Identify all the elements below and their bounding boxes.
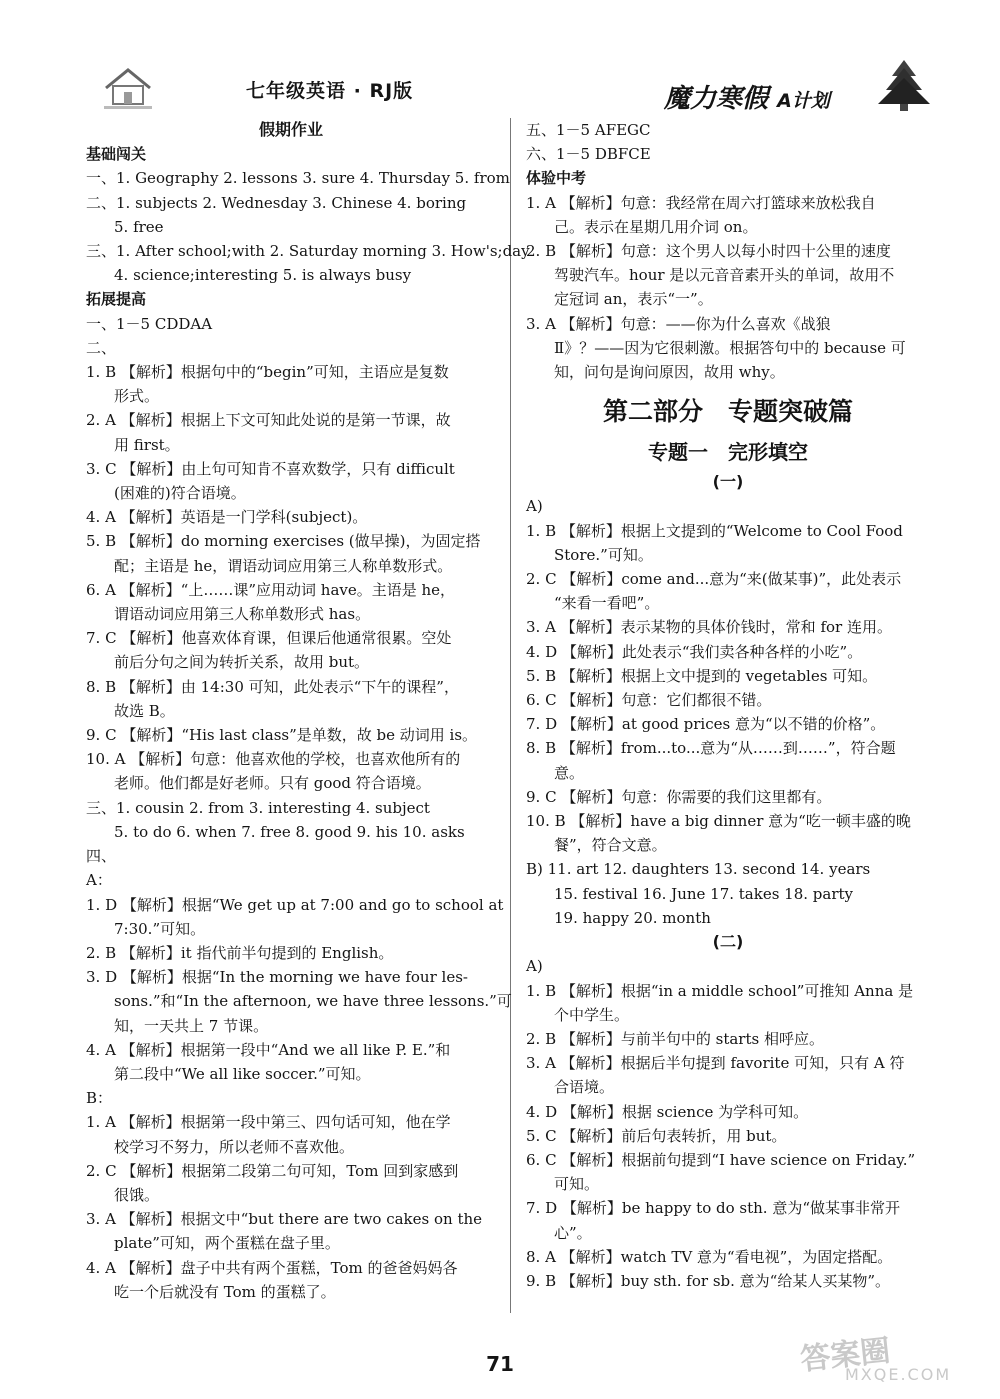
answer-line: 6. C 【解析】根据前句提到“I have science on Friday.” <box>526 1150 916 1169</box>
answer-line: 1. B 【解析】根据句中的“begin”可知，主语应是复数 <box>86 363 449 382</box>
answer-line-continued: 前后分句之间为转折关系，故用 but。 <box>114 653 370 672</box>
answer-line-continued: 老师。他们都是好老师。只有 good 符合语境。 <box>114 774 431 793</box>
answer-line-continued: 很饿。 <box>114 1185 160 1204</box>
section-title: 假期作业 <box>258 120 323 139</box>
section-heading: 体验中考 <box>526 169 587 188</box>
answer-line-continued: Store.”可知。 <box>554 545 653 564</box>
answer-line-continued: plate”可知，两个蛋糕在盘子里。 <box>114 1234 340 1253</box>
answer-line-continued: 7:30.”可知。 <box>114 919 206 938</box>
answer-line: A： <box>86 871 112 890</box>
answer-line: 六、1－5 DBFCE <box>526 145 651 164</box>
answer-line: 五、1－5 AFEGC <box>526 121 651 139</box>
answer-line: 2. B 【解析】句意：这个男人以每小时四十公里的速度 <box>526 242 891 261</box>
answer-line: 4. A 【解析】根据第一段中“And we all like P. E.”和 <box>86 1040 451 1059</box>
brand-subtitle: A计划 <box>777 90 830 112</box>
answer-line: 2. B 【解析】it 指代前半句提到的 English。 <box>86 943 394 962</box>
topic-title: 专题一 完形填空 <box>648 440 808 465</box>
answer-line-continued: 可知。 <box>554 1175 600 1194</box>
answer-line: 3. C 【解析】由上句可知肯不喜欢数学，只有 difficult <box>86 459 455 478</box>
answer-line-continued: 吃一个后就没有 Tom 的蛋糕了。 <box>114 1282 336 1301</box>
answer-line: 10. A 【解析】句意：他喜欢他的学校，也喜欢他所有的 <box>86 750 461 769</box>
answer-line: 6. C 【解析】句意：它们都很不错。 <box>526 691 772 710</box>
answer-line: 二、 <box>86 338 117 357</box>
answer-line-continued: 19. happy 20. month <box>554 908 711 927</box>
section-title: (二) <box>712 932 744 952</box>
answer-line-continued: 个中学生。 <box>554 1005 630 1024</box>
answer-line-continued: 心”。 <box>554 1223 592 1242</box>
left-answer-column <box>86 118 530 1304</box>
answer-line: 9. B 【解析】buy sth. for sb. 意为“给某人买某物”。 <box>526 1271 890 1290</box>
watermark-logo: 答案圈 <box>798 1333 892 1378</box>
answer-line-continued: 驾驶汽车。hour 是以元音音素开头的单词，故用不 <box>554 266 895 285</box>
answer-line-continued: (困难的)符合语境。 <box>114 484 246 503</box>
answer-line: 4. D 【解析】此处表示“我们卖各种各样的小吃”。 <box>526 642 863 661</box>
answer-line: 5. B 【解析】根据上文中提到的 vegetables 可知。 <box>526 666 878 685</box>
page-header <box>0 0 1000 120</box>
answer-line-continued: 形式。 <box>114 387 160 406</box>
answer-line: 1. B 【解析】根据“in a middle school”可推知 Anna 是 <box>526 981 914 1000</box>
answer-line: 10. B 【解析】have a big dinner 意为“吃一顿丰盛的晚 <box>526 812 911 831</box>
answer-line: 4. D 【解析】根据 science 为学科可知。 <box>526 1102 809 1121</box>
answer-line: 3. A 【解析】根据文中“but there are two cakes on the <box>86 1210 483 1229</box>
brand-name: 魔力寒假 <box>664 84 769 114</box>
section-title: (一) <box>712 472 744 492</box>
answer-line: 2. C 【解析】come and...意为“来(做某事)”，此处表示 <box>526 570 902 589</box>
answer-line-continued: 知，一天共上 7 节课。 <box>114 1016 269 1035</box>
answer-line: A) <box>526 497 543 516</box>
answer-line-continued: Ⅱ》？——因为它很刺激。根据答句中的 because 可 <box>554 338 906 357</box>
answer-line: 2. B 【解析】与前半句中的 starts 相呼应。 <box>526 1029 824 1048</box>
answer-line-continued: 5. to do 6. when 7. free 8. good 9. his 10. asks <box>114 822 465 841</box>
house-logo-icon <box>100 64 156 110</box>
answer-line: 4. A 【解析】盘子中共有两个蛋糕，Tom 的爸爸妈妈各 <box>86 1258 458 1277</box>
answer-line: 三、1. After school;with 2. Saturday morning 3. How's;day <box>86 242 530 261</box>
answer-line-continued: sons.”和“In the afternoon, we have three lessons.”可 <box>114 992 512 1011</box>
answer-line: 1. D 【解析】根据“We get up at 7:00 and go to school at <box>86 895 504 914</box>
answer-line-continued: 知，问句是询问原因，故用 why。 <box>554 363 785 382</box>
section-heading: 基础闯关 <box>86 145 147 164</box>
answer-line: 一、1. Geography 2. lessons 3. sure 4. Thursday 5. from <box>86 169 510 188</box>
answer-line: 1. A 【解析】句意：我经常在周六打篮球来放松我自 <box>526 193 876 212</box>
answer-line: 2. A 【解析】根据上下文可知此处说的是第一节课，故 <box>86 411 451 430</box>
answer-line-continued: 餐”，符合文意。 <box>554 836 667 855</box>
answer-line: B： <box>86 1089 113 1108</box>
answer-line: 3. D 【解析】根据“In the morning we have four les- <box>86 968 468 987</box>
part-title: 第二部分 专题突破篇 <box>602 397 853 427</box>
watermark-url: MXQE.COM <box>845 1365 952 1384</box>
answer-line-continued: 5. free <box>114 217 164 236</box>
book-title: 七年级英语 · RJ版 <box>246 80 414 102</box>
answer-line: A) <box>526 957 543 976</box>
answer-line: 9. C 【解析】“His last class”是单数，故 be 动词用 is。 <box>86 726 478 745</box>
answer-line: 1. A 【解析】根据第一段中第三、四句话可知，他在学 <box>86 1113 451 1132</box>
answer-line: 5. C 【解析】前后句表转折，用 but。 <box>526 1126 787 1145</box>
page-number: 71 <box>486 1352 514 1376</box>
answer-line-continued: 己。表示在星期几用介词 on。 <box>554 217 758 236</box>
answer-line: 7. C 【解析】他喜欢体育课，但课后他通常很累。空处 <box>86 629 452 648</box>
column-divider <box>510 118 511 1313</box>
answer-line: B) 11. art 12. daughters 13. second 14. years <box>526 860 871 879</box>
answer-line-continued: 校学习不努力，所以老师不喜欢他。 <box>114 1137 355 1156</box>
answer-line: 一、1－5 CDDAA <box>86 314 213 333</box>
answer-line: 8. B 【解析】由 14:30 可知，此处表示“下午的课程”， <box>86 677 459 696</box>
answer-line: 9. C 【解析】句意：你需要的我们这里都有。 <box>526 787 832 806</box>
right-answer-column <box>526 118 930 1293</box>
answer-line-continued: 定冠词 an，表示“一”。 <box>554 290 713 309</box>
answer-line: 3. A 【解析】表示某物的具体价钱时，常和 for 连用。 <box>526 618 892 637</box>
answer-line: 1. B 【解析】根据上文提到的“Welcome to Cool Food <box>526 521 903 540</box>
answer-line-continued: 第二段中“We all like soccer.”可知。 <box>114 1064 371 1083</box>
section-heading: 拓展提高 <box>86 290 147 309</box>
brand-title <box>664 78 830 115</box>
answer-line-continued: 谓语动词应用第三人称单数形式 has。 <box>114 605 371 624</box>
answer-line-continued: 配；主语是 he，谓语动词应用第三人称单数形式。 <box>114 556 453 575</box>
answer-line: 4. A 【解析】英语是一门学科(subject)。 <box>86 508 368 527</box>
answer-line: 7. D 【解析】be happy to do sth. 意为“做某事非常开 <box>526 1199 900 1218</box>
answer-line-continued: 故选 B。 <box>114 701 175 720</box>
answer-line: 5. B 【解析】do morning exercises (做早操)，为固定搭 <box>86 532 481 551</box>
answer-line: 8. B 【解析】from...to...意为“从……到……”，符合题 <box>526 739 896 758</box>
answer-line: 二、1. subjects 2. Wednesday 3. Chinese 4. boring <box>86 193 467 212</box>
answer-line-continued: 合语境。 <box>554 1078 615 1097</box>
answer-line: 3. A 【解析】句意：——你为什么喜欢《战狼 <box>526 314 831 333</box>
answer-line: 7. D 【解析】at good prices 意为“以不错的价格”。 <box>526 715 886 734</box>
christmas-tree-icon <box>876 58 932 112</box>
answer-line: 四、 <box>86 847 117 866</box>
answer-line: 6. A 【解析】“上……课”应用动词 have。主语是 he， <box>86 580 456 599</box>
answer-line: 2. C 【解析】根据第二段第二句可知，Tom 回到家感到 <box>86 1161 459 1180</box>
answer-line-continued: 15. festival 16. June 17. takes 18. party <box>554 884 854 903</box>
answer-line-continued: “来看一看吧”。 <box>554 594 660 613</box>
answer-line: 8. A 【解析】watch TV 意为“看电视”，为固定搭配。 <box>526 1247 893 1266</box>
answer-line-continued: 意。 <box>554 763 585 782</box>
answer-line: 三、1. cousin 2. from 3. interesting 4. subject <box>86 798 430 817</box>
answer-line-continued: 用 first。 <box>114 435 180 454</box>
answer-line-continued: 4. science;interesting 5. is always busy <box>114 266 412 285</box>
answer-line: 3. A 【解析】根据后半句提到 favorite 可知，只有 A 符 <box>526 1054 905 1073</box>
